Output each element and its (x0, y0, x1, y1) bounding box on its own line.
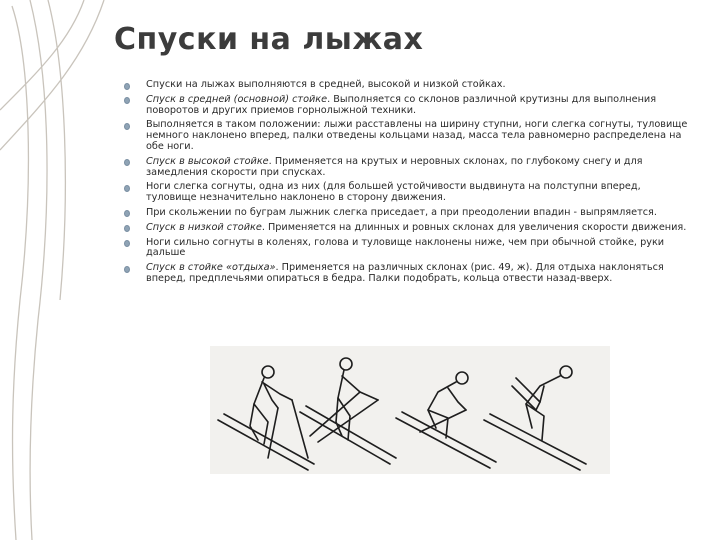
bullet-icon (124, 159, 130, 166)
bullet-icon (124, 83, 130, 90)
bullet-item: Спуск в средней (основной) стойке. Выполняется со склонов различной крутизны для выполнения поворотов и других приемов горнолыжной техники. (118, 95, 690, 117)
slide-body (118, 80, 690, 289)
bullet-icon (124, 210, 130, 217)
bullet-item: Выполняется в таком положении: лыжи расставлены на ширину ступни, ноги слегка согнуты, туловище немного наклонено вперед, палки отведены кольцами назад, масса тела равномерно распределена на обе ноги. (118, 120, 690, 152)
slide-title: Спуски на лыжах (114, 22, 424, 57)
skier-high-stance-icon (300, 358, 396, 464)
bullet-item: При скольжении по буграм лыжник слегка приседает, а при преодолении впадин - выпрямляется. (118, 208, 690, 219)
skier-low-stance-icon (396, 372, 496, 468)
bullet-item: Спуски на лыжах выполняются в средней, высокой и низкой стойках. (118, 80, 690, 91)
bullet-item: Ноги слегка согнуты, одна из них (для большей устойчивости выдвинута на полступни вперед, туловище незначительно наклонено в сторону движения. (118, 182, 690, 204)
bullet-item: Спуск в стойке «отдыха». Применяется на различных склонах (рис. 49, ж). Для отдыха наклоняться вперед, предплечьями опираться в бедра. Палки подобрать, кольца отвести назад-вверх. (118, 263, 690, 285)
bullet-icon (124, 97, 130, 104)
bullet-icon (124, 225, 130, 232)
bullet-icon (124, 185, 130, 192)
bullet-icon (124, 266, 130, 273)
bullet-icon (124, 240, 130, 247)
skier-medium-stance-icon (218, 366, 314, 470)
bullet-item: Спуск в высокой стойке. Применяется на крутых и неровных склонах, по глубокому снегу и для замедления скорости при спусках. (118, 157, 690, 179)
skier-figures-drawing (210, 346, 610, 474)
bullet-item: Ноги сильно согнуты в коленях, голова и туловище наклонены ниже, чем при обычной стойке, руки дальше (118, 238, 690, 260)
bullet-list (118, 80, 690, 285)
bullet-item: Спуск в низкой стойке. Применяется на длинных и ровных склонах для увеличения скорости движения. (118, 223, 690, 234)
skier-stances-illustration (210, 346, 610, 474)
skier-rest-stance-icon (484, 366, 586, 470)
bullet-icon (124, 123, 130, 130)
